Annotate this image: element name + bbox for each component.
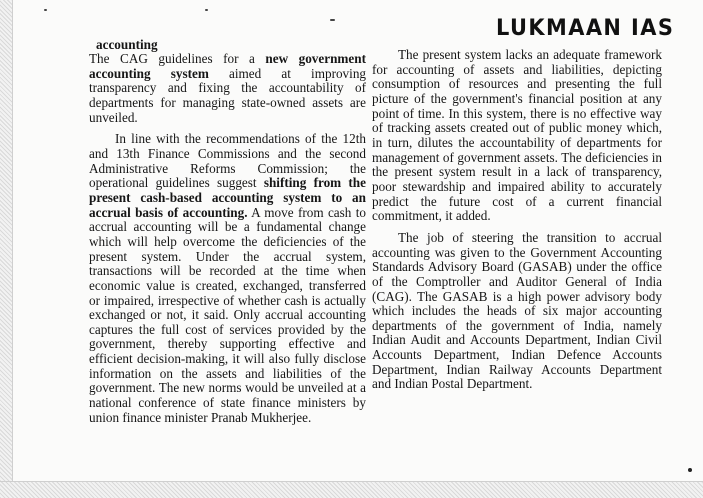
right-paragraph-2: The job of steering the transition to accrual accounting was given to the Government Accounting Standards Advisory Board (GASAB) under the office of the Comptroller and Auditor General of India (CAG). The GASAB is a high power advisory body which includes the heads of six major accounting departments of the government of India, namely Indian Audit and Accounts Department, Indian Civil Accounts Department, Indian Defence Accounts Department, Indian Railway Accounts Department and Indian Postal Department. [372, 229, 662, 392]
text-run: In line with the recommendations of the 12th and 13th Finance Commissions and the second Administrative Reforms Commission; the operational guidelines suggest [89, 131, 366, 191]
left-paragraph-1 [89, 52, 366, 125]
scan-edge-left [0, 0, 13, 498]
right-paragraph-1: The present system lacks an adequate framework for accounting of assets and liabilities, depicting consumption of resources and presenting the full picture of the government's financial position at any point of time. In this system, there is no effective way of tracking assets created out of public money which, in turn, dilutes the accountability of departments for management of government assets. The deficiencies in the present system result in a lack of transparency, poor stewardship and impaired ability to accurately predict the future cost of a current financial commitment, it added. [372, 47, 662, 224]
left-paragraph-2 [89, 132, 366, 425]
left-column [89, 37, 366, 425]
text-run: aimed at improving transparency and fixing the accountability of departments for managing state-owned assets are unveiled. [89, 65, 367, 125]
scan-speck [44, 9, 47, 11]
scan-edge-bottom [0, 481, 703, 498]
brand-logo: LUKMAAN IAS [496, 16, 675, 41]
text-run: A move from cash to accrual accounting will be a fundamental change which will help overcome the deficiencies of the present system. Under the accrual system, transactions will be recorded at the time when economic value is created, exchanged, transferred or impaired, irrespective of whether cash is actually exchanged or not, it said. Only accrual accounting captures the full cost of services provided by the government, thereby supporting effective and efficient decision-making, it will also fully disclose information on the assets and liabilities of the government. The new norms would be unveiled at a national conference of state finance ministers by union finance minister Pranab Mukherjee. [89, 204, 366, 425]
bold-text-run: shifting from the present cash-based accounting system to an accrual basis of accounting. [89, 175, 366, 220]
section-heading: accounting [96, 37, 158, 52]
scan-speck [205, 9, 208, 11]
text-run: The CAG guidelines for a [89, 51, 266, 66]
right-column [372, 48, 662, 392]
scan-speck [688, 468, 692, 472]
scan-speck [330, 19, 335, 21]
bold-text-run: new government accounting system [89, 51, 366, 81]
